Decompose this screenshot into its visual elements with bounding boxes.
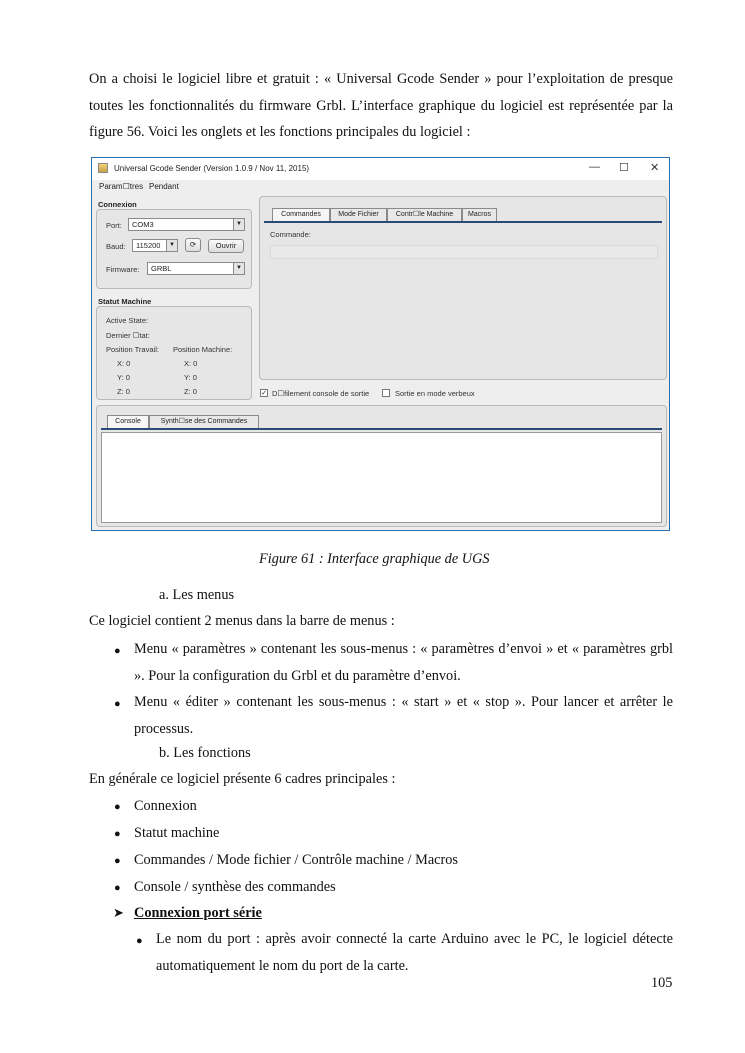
functions-intro: En générale ce logiciel présente 6 cadres principales : xyxy=(89,771,396,787)
statut-panel xyxy=(96,306,252,400)
port-value: COM3 xyxy=(132,220,154,229)
function-bullet-1: Connexion xyxy=(134,798,197,814)
port-bullet: Le nom du port : après avoir connecté la carte Arduino avec le PC, le logiciel détecte automatiquement le nom du port de la carte. xyxy=(156,931,673,974)
arrow-bullet-icon: ➤ xyxy=(113,905,124,920)
tab-mode-fichier[interactable]: Mode Fichier xyxy=(330,208,387,221)
connexion-title: Connexion xyxy=(98,200,137,209)
intro-paragraph: On a choisi le logiciel libre et gratuit : « Universal Gcode Sender » pour l’exploitation de presque toutes les fonctionnalités du firmware Grbl. L’interface graphique du logiciel est représentée par la figure 56. Voici les onglets et les fonctions principales du logiciel : xyxy=(89,71,673,140)
console-output[interactable] xyxy=(101,432,662,523)
scroll-checkbox-label: D☐filement console de sortie xyxy=(272,389,370,398)
machine-y: Y: 0 xyxy=(184,373,197,382)
work-y: Y: 0 xyxy=(117,373,130,382)
firmware-label: Firmware: xyxy=(106,265,140,274)
app-icon xyxy=(98,163,108,173)
chevron-down-icon: ▼ xyxy=(233,263,244,274)
command-label: Commande: xyxy=(270,230,311,239)
baud-select[interactable] xyxy=(132,239,178,252)
menu-bullet-2: Menu « éditer » contenant les sous-menus : « start » et « stop ». Pour lancer et arrêter le processus. xyxy=(134,694,673,737)
function-bullet-2: Statut machine xyxy=(134,825,220,841)
bullet-icon: ● xyxy=(114,828,121,840)
verbose-checkbox[interactable] xyxy=(382,389,390,397)
firmware-select[interactable] xyxy=(147,262,245,275)
menu-pendant[interactable]: Pendant xyxy=(149,182,179,191)
ugs-window xyxy=(91,157,670,531)
bullet-icon: ● xyxy=(114,882,121,894)
bullet-icon: ● xyxy=(114,801,121,813)
baud-value: 115200 xyxy=(136,241,161,250)
port-select[interactable] xyxy=(128,218,245,231)
bullet-icon: ● xyxy=(114,855,121,867)
command-input[interactable] xyxy=(270,245,658,259)
verbose-checkbox-label: Sortie en mode verbeux xyxy=(395,389,475,398)
open-button[interactable]: Ouvrir xyxy=(208,239,244,253)
maximize-icon[interactable]: ☐ xyxy=(619,162,629,174)
figure-caption: Figure 61 : Interface graphique de UGS xyxy=(259,551,490,567)
work-z: Z: 0 xyxy=(117,387,130,396)
firmware-value: GRBL xyxy=(151,264,172,273)
chevron-down-icon: ▼ xyxy=(166,240,177,251)
baud-label: Baud: xyxy=(106,242,126,251)
commands-panel xyxy=(259,196,667,380)
section-a-heading: a. Les menus xyxy=(159,587,235,603)
menu-bullet-1: Menu « paramètres » contenant les sous-menus : « paramètres d’envoi » et « paramètres grbl ». Pour la configuration du Grbl et du paramètre d’envoi. xyxy=(134,641,673,684)
minimize-icon[interactable]: — xyxy=(589,161,600,173)
last-state-label: Dernier ☐tat: xyxy=(106,331,150,340)
active-state-label: Active State: xyxy=(106,316,149,325)
function-bullet-3: Commandes / Mode fichier / Contrôle machine / Macros xyxy=(134,852,458,868)
bullet-icon: ● xyxy=(136,935,143,947)
machine-x: X: 0 xyxy=(184,359,198,368)
section-b-heading: b. Les fonctions xyxy=(159,745,251,761)
tab-macros[interactable]: Macros xyxy=(462,208,497,221)
function-bullet-4: Console / synthèse des commandes xyxy=(134,879,336,895)
tab-controle-machine[interactable]: Contr☐le Machine xyxy=(387,208,462,221)
console-tab-underline xyxy=(101,428,662,430)
refresh-button[interactable] xyxy=(185,238,201,252)
port-label: Port: xyxy=(106,221,122,230)
close-icon[interactable]: ✕ xyxy=(650,162,660,174)
statut-title: Statut Machine xyxy=(98,297,152,306)
tab-underline xyxy=(264,221,662,223)
work-position-label: Position Travail: xyxy=(106,345,159,354)
bullet-icon: ● xyxy=(114,645,121,657)
refresh-icon: ⟳ xyxy=(189,240,197,249)
menus-intro: Ce logiciel contient 2 menus dans la barre de menus : xyxy=(89,613,395,629)
machine-z: Z: 0 xyxy=(184,387,197,396)
scroll-checkbox[interactable]: ✓ xyxy=(261,390,267,397)
work-x: X: 0 xyxy=(117,359,131,368)
bullet-icon: ● xyxy=(114,698,121,710)
window-title: Universal Gcode Sender (Version 1.0.9 / Nov 11, 2015) xyxy=(114,164,310,173)
window-titlebar xyxy=(92,158,669,180)
machine-position-label: Position Machine: xyxy=(173,345,233,354)
menu-parametres[interactable]: Param☐tres xyxy=(99,182,144,191)
tab-commandes[interactable]: Commandes xyxy=(272,208,330,221)
page-number: 105 xyxy=(651,975,673,991)
subheading-connexion-port: Connexion port série xyxy=(134,905,262,921)
tab-console[interactable]: Console xyxy=(107,415,149,428)
console-panel xyxy=(96,405,667,527)
menubar xyxy=(92,180,669,192)
chevron-down-icon: ▼ xyxy=(233,219,244,230)
connexion-panel xyxy=(96,209,252,289)
tab-synthese[interactable]: Synth☐se des Commandes xyxy=(149,415,259,428)
